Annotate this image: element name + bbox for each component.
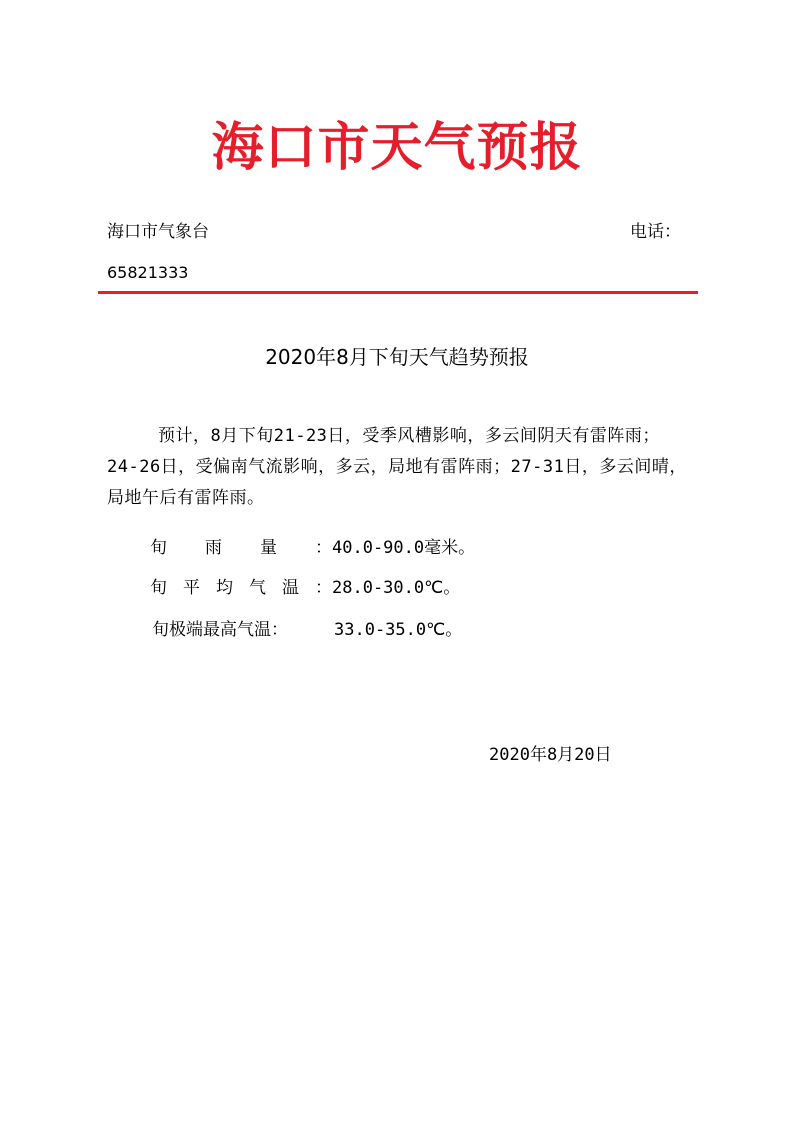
document-title: 2020年8月下旬天气趋势预报 bbox=[265, 345, 529, 369]
header-divider bbox=[98, 291, 698, 294]
forecast-paragraph: 预计，8月下旬21-23日，受季风槽影响，多云间阴天有雷阵雨；24-26日，受偏南气流影响，多云，局地有雷阵雨；27-31日，多云间晴，局地午后有雷阵雨。 bbox=[107, 426, 687, 508]
stat-value: 40.0-90.0毫米。 bbox=[332, 538, 476, 558]
stat-label: 旬极端最高气温： bbox=[152, 620, 288, 640]
stat-value: 33.0-35.0℃。 bbox=[334, 620, 463, 640]
stat-row-rainfall bbox=[150, 534, 475, 562]
stat-label: 旬平均气温： bbox=[150, 578, 332, 598]
stat-row-avg-temp bbox=[150, 574, 460, 602]
issuer-name: 海口市气象台 bbox=[107, 222, 209, 242]
stat-value: 28.0-30.0℃。 bbox=[332, 578, 461, 598]
phone-label: 电话： bbox=[630, 222, 681, 242]
issue-date: 2020年8月20日 bbox=[489, 745, 612, 765]
phone-number: 65821333 bbox=[107, 263, 189, 282]
stat-row-max-temp bbox=[152, 616, 462, 644]
stat-label: 旬雨量： bbox=[150, 538, 332, 558]
masthead-title: 海口市天气预报 bbox=[211, 117, 583, 178]
